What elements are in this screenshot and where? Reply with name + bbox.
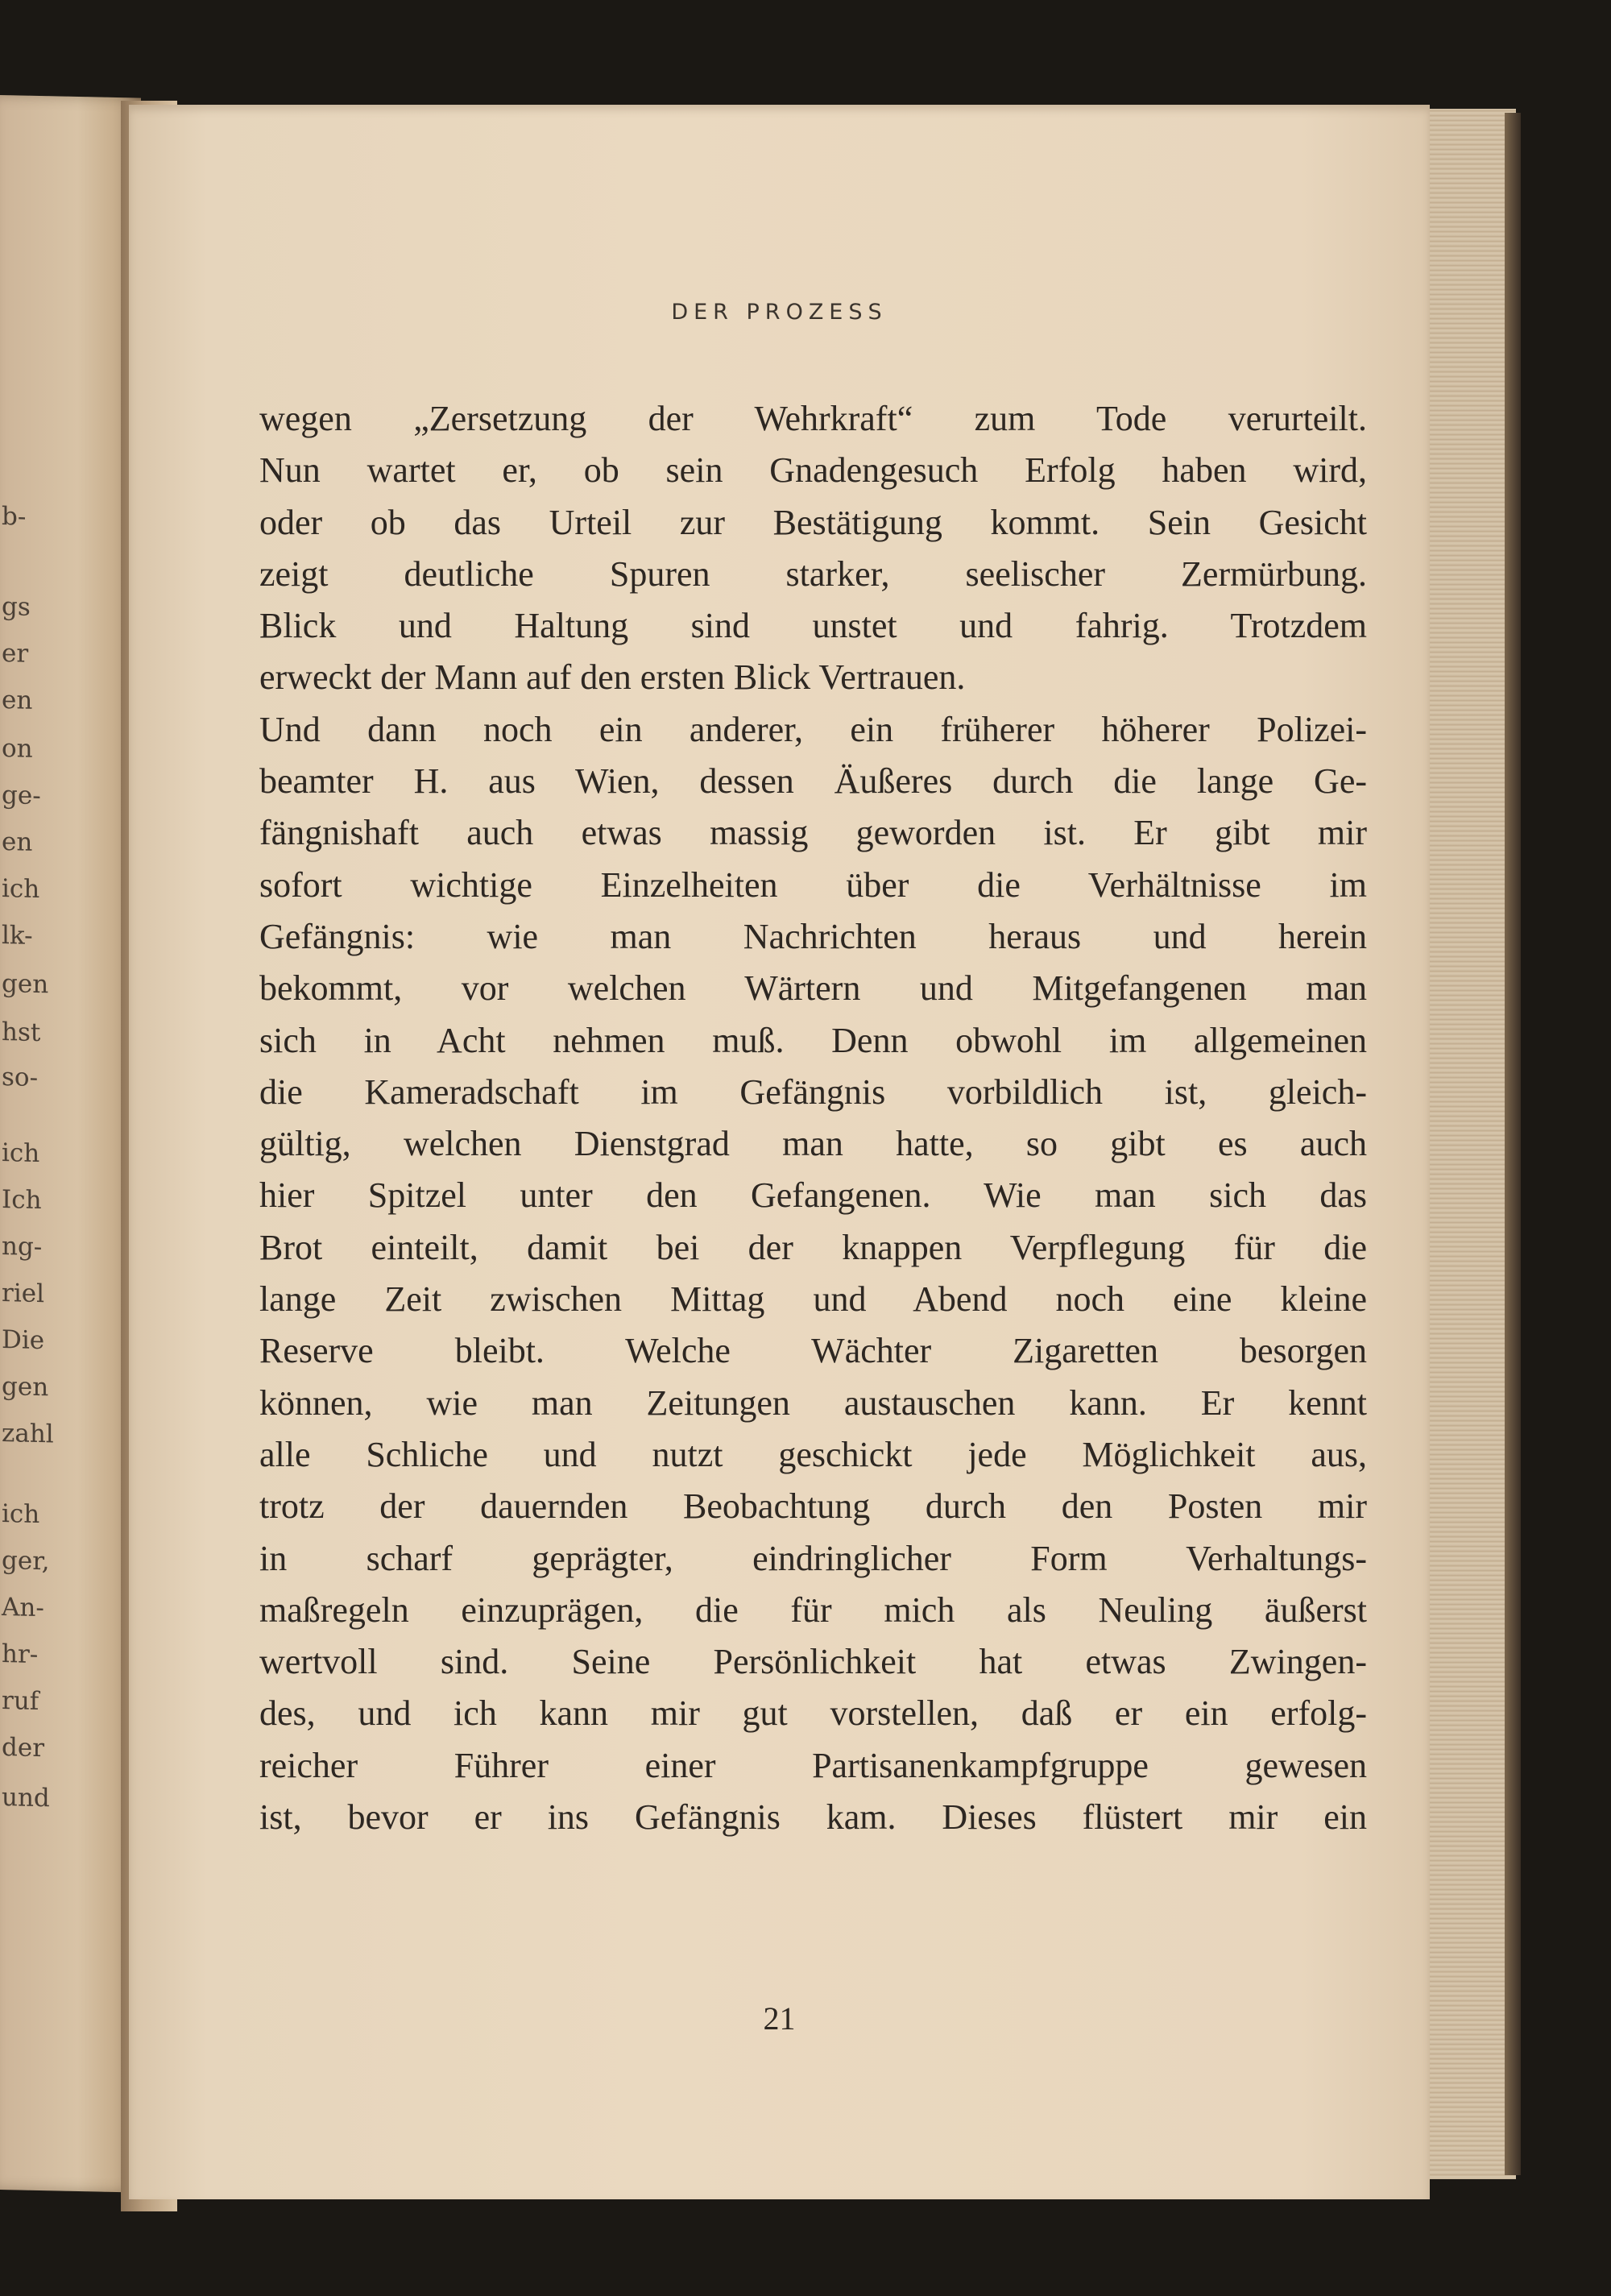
left-page-fragment: Ich xyxy=(2,1185,42,1216)
right-page xyxy=(129,105,1430,2199)
text-line: ist, bevor er ins Gefängnis kam. Dieses flüstert mir ein xyxy=(259,1797,1367,1838)
text-line: hier Spitzel unter den Gefangenen. Wie man sich das xyxy=(259,1175,1367,1216)
text-line: wegen „Zersetzung der Wehrkraft“ zum Tode verurteilt. xyxy=(259,399,1367,438)
left-page-fragment: riel xyxy=(2,1279,44,1309)
text-line: Nun wartet er, ob sein Gnadengesuch Erfolg haben wird, xyxy=(259,450,1367,491)
text-line: sich in Acht nehmen muß. Denn obwohl im allgemeinen xyxy=(259,1020,1367,1060)
left-page-fragment: gen xyxy=(2,1372,49,1403)
book-edge-shadow xyxy=(1505,113,1521,2175)
text-line: lange Zeit zwischen Mittag und Abend noch eine kleine xyxy=(259,1279,1367,1320)
text-line: fängnishaft auch etwas massig geworden ist. Er gibt mir xyxy=(259,813,1367,853)
left-page-fragment: so- xyxy=(2,1063,39,1092)
text-line: erweckt der Mann auf den ersten Blick Vertrauen. xyxy=(259,657,966,698)
left-page-fragment: en xyxy=(2,827,33,857)
left-page-fragment: en xyxy=(2,686,33,715)
left-page-fragment: der xyxy=(2,1733,45,1763)
text-line: trotz der dauernden Beobachtung durch den Posten mir xyxy=(259,1486,1367,1527)
left-page-fragment: gs xyxy=(2,592,31,622)
text-line: des, und ich kann mir gut vorstellen, daß er ein erfolg- xyxy=(259,1693,1367,1734)
left-page-fragment: ger, xyxy=(2,1546,50,1577)
body-text xyxy=(259,393,1367,1843)
text-line: Blick und Haltung sind unstet und fahrig. Trotzdem xyxy=(259,606,1367,646)
page-number: 21 xyxy=(763,2000,796,2037)
left-page-fragment: zahl xyxy=(2,1419,54,1449)
left-page-fragment: ruf xyxy=(2,1686,39,1717)
text-line: zeigt deutliche Spuren starker, seelischer Zermürbung. xyxy=(259,553,1367,594)
text-line: reicher Führer einer Partisanenkampfgruppe gewesen xyxy=(259,1745,1367,1785)
running-head: DER PROZESS xyxy=(671,300,888,325)
text-line: Reserve bleibt. Welche Wächter Zigaretten besorgen xyxy=(259,1331,1367,1371)
left-page-fragment: on xyxy=(2,734,33,764)
book-page-edges xyxy=(1426,109,1516,2179)
text-line: oder ob das Urteil zur Bestätigung kommt. Sein Gesicht xyxy=(259,502,1367,542)
left-page-fragment: ich xyxy=(2,874,40,905)
text-line: die Kameradschaft im Gefängnis vorbildlich ist, gleich- xyxy=(259,1071,1367,1112)
left-page-fragment: ng- xyxy=(2,1232,43,1262)
left-page-text-fragments xyxy=(2,502,54,1813)
text-line: maßregeln einzuprägen, die für mich als Neuling äußerst xyxy=(259,1589,1367,1630)
left-page-fragment: hr- xyxy=(2,1639,39,1669)
text-line: Gefängnis: wie man Nachrichten heraus und herein xyxy=(259,916,1367,956)
text-line: bekommt, vor welchen Wärtern und Mitgefangenen man xyxy=(259,968,1367,1009)
left-page-fragment: hst xyxy=(2,1017,41,1048)
text-line: wertvoll sind. Seine Persönlichkeit hat etwas Zwingen- xyxy=(259,1642,1367,1682)
text-line: alle Schliche und nutzt geschickt jede Möglichkeit aus, xyxy=(259,1434,1367,1474)
left-page xyxy=(0,95,141,2193)
left-page-fragment: gen xyxy=(2,969,49,1000)
left-page-fragment: er xyxy=(2,639,29,669)
text-line: Und dann noch ein anderer, ein früherer höherer Polizei- xyxy=(259,709,1367,749)
text-line: können, wie man Zeitungen austauschen kann. Er kennt xyxy=(259,1382,1367,1423)
text-line: beamter H. aus Wien, dessen Äußeres durch die lange Ge- xyxy=(259,761,1367,802)
text-line: gültig, welchen Dienstgrad man hatte, so gibt es auch xyxy=(259,1124,1367,1164)
left-page-fragment: ich xyxy=(2,1499,40,1530)
left-page-fragment: ich xyxy=(2,1138,40,1169)
text-line: Brot einteilt, damit bei der knappen Verpflegung für die xyxy=(259,1227,1367,1267)
left-page-fragment: ge- xyxy=(2,781,41,811)
left-page-fragment: lk- xyxy=(2,921,33,951)
left-page-fragment: An- xyxy=(2,1593,44,1623)
left-page-fragment: und xyxy=(2,1783,50,1813)
left-page-fragment: Die xyxy=(2,1325,45,1356)
text-line: in scharf geprägter, eindringlicher Form Verhaltungs- xyxy=(259,1538,1367,1578)
text-line: sofort wichtige Einzelheiten über die Verhältnisse im xyxy=(259,864,1367,905)
left-page-fragment: b- xyxy=(2,502,27,532)
